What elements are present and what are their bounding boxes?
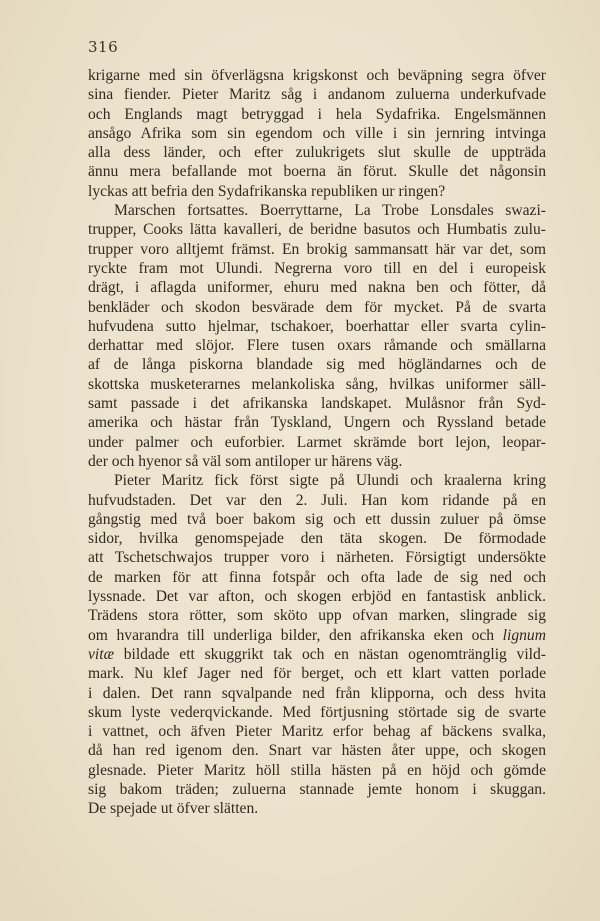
text-line: skottska musketerarnes melankoliska sång, hvilkas uniformer säll- — [88, 375, 546, 393]
page-number: 316 — [88, 38, 119, 56]
text-line: trupper, Cooks lätta kavalleri, de beridne basutos och Humbatis zulu- — [88, 221, 546, 239]
line-text: om hvarandra till underliga bilder, den afrikanska eken och — [88, 626, 495, 644]
text-line: trupper voro alltjemt främst. En brokig sammansatt här var det, som — [88, 240, 546, 258]
text-line: i dalen. Det rann sqvalpande ned från klipporna, och dess hvita — [88, 684, 546, 702]
text-line: drägt, i aflagda uniformer, ehuru med nakna ben och fötter, då — [88, 279, 546, 297]
text-line: glesnade. Pieter Maritz höll stilla hästen på en höjd och gömde — [88, 761, 546, 779]
text-line: de marken för att finna fotspår och ofta lade de sig ned och — [88, 568, 546, 586]
text-line: benkläder och skodon besvärade dem för mycket. På de svarta — [88, 298, 546, 316]
text-line: sidor, hvilka genomspejade den täta skogen. De förmodade — [88, 530, 546, 548]
text-line: ryckte fram mot Ulundi. Negrerna voro till en del i europeisk — [88, 259, 546, 277]
line-text: bildade ett skuggrikt tak och en nästan ogenomtränglig vild- — [114, 645, 546, 663]
text-line: alla dess länder, och efter zulukrigets slut skulle de uppträda — [88, 144, 546, 162]
text-line: att Tschetschwajos trupper voro i närheten. Försigtigt undersökte — [88, 549, 546, 567]
text-line: då han red igenom den. Snart var hästen åter uppe, och skogen — [88, 742, 546, 760]
text-line: gångstig med två boer bakom sig och ett dussin zuluer på ömse — [88, 510, 546, 528]
text-line: hufvudena sutto hjelmar, tschakoer, boerhattar eller svarta cylin- — [88, 317, 546, 335]
text-line: mark. Nu klef Jager ned för berget, och ett klart vatten porlade — [88, 665, 546, 683]
text-line: under palmer och euforbier. Larmet skrämde bort lejon, leopar- — [88, 433, 546, 451]
text-line: samt passade i det afrikanska landskapet. Mulåsnor från Syd- — [88, 395, 546, 413]
text-line: och Englands magt betryggad i hela Sydafrika. Engelsmännen — [88, 105, 546, 123]
italic-term: lignum — [502, 626, 546, 644]
text-line: Trädens stora rötter, som sköto upp ofvan marken, slingrade sig — [88, 607, 546, 625]
text-line: der och hyenor så väl som antiloper ur härens väg. — [88, 452, 403, 470]
text-line: lyckas att befria den Sydafrikanska republiken ur ringen? — [88, 182, 446, 200]
italic-term: vitæ — [88, 645, 114, 663]
text-line: sina fiender. Pieter Maritz såg i andanom zuluerna underkufvade — [88, 86, 546, 104]
text-line-with-italic — [88, 626, 546, 645]
paragraph-start-line: Marschen fortsattes. Boerryttarne, La Trobe Lonsdales swazi- — [114, 202, 546, 220]
text-line: skum lyste vederqvickande. Med förtjusning störtade sig de svarte — [88, 703, 546, 721]
body-text — [88, 66, 546, 819]
text-line: sig bakom träden; zuluerna stannade jemte honom i skuggan. — [88, 780, 546, 798]
text-line: De spejade ut öfver slätten. — [88, 800, 259, 818]
text-line: ansågo Afrika som sin egendom och ville i sin jernring intvinga — [88, 124, 546, 142]
paragraph-start-line: Pieter Maritz fick först sigte på Ulundi och kraalerna kring — [114, 472, 546, 490]
text-line: af de långa piskorna blandade sig med högländarnes och de — [88, 356, 546, 374]
text-line: derhattar med slöjor. Flere tusen oxars råmande och smällarna — [88, 337, 546, 355]
text-line: hufvudstaden. Det var den 2. Juli. Han kom ridande på en — [88, 491, 546, 509]
text-line: ännu mera befallande mot boerna än förut. Skulle det någonsin — [88, 163, 546, 181]
text-line-with-italic — [88, 645, 546, 664]
text-line: amerika och hästar från Tyskland, Ungern och Ryssland betade — [88, 414, 546, 432]
text-line: krigarne med sin öfverlägsna krigskonst och beväpning segra öfver — [88, 67, 546, 84]
text-line: lyssnade. Det var afton, och skogen erbjöd en fantastisk anblick. — [88, 588, 546, 606]
text-line: i vattnet, och äfven Pieter Maritz erfor behag af bäckens svalka, — [88, 723, 546, 741]
